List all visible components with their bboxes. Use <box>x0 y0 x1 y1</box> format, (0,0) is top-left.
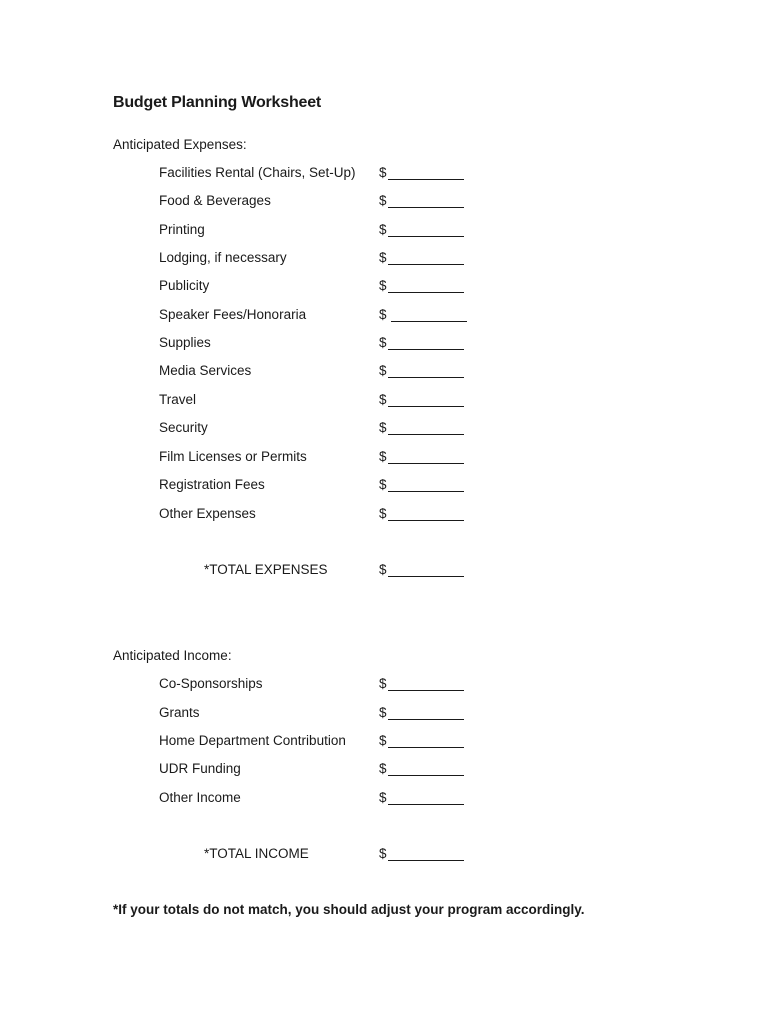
total-income-field[interactable] <box>379 846 464 861</box>
currency-symbol: $ <box>379 761 387 776</box>
currency-symbol: $ <box>379 307 387 322</box>
income-label: Co-Sponsorships <box>159 676 263 691</box>
income-amount-field[interactable] <box>379 676 464 691</box>
blank-line <box>388 761 464 776</box>
expense-label: Food & Beverages <box>159 193 271 208</box>
blank-line <box>388 278 464 293</box>
expense-amount-field[interactable] <box>379 392 464 407</box>
currency-symbol: $ <box>379 790 387 805</box>
blank-line <box>388 420 464 435</box>
currency-symbol: $ <box>379 335 387 350</box>
total-income-label: *TOTAL INCOME <box>204 846 309 861</box>
blank-line <box>388 676 464 691</box>
expense-amount-field[interactable] <box>379 193 464 208</box>
blank-line <box>388 193 464 208</box>
blank-line <box>388 449 464 464</box>
currency-symbol: $ <box>379 676 387 691</box>
currency-symbol: $ <box>379 420 387 435</box>
expense-label: Travel <box>159 392 197 407</box>
expenses-heading: Anticipated Expenses: <box>113 137 247 152</box>
income-amount-field[interactable] <box>379 705 464 720</box>
expense-amount-field[interactable] <box>379 420 464 435</box>
currency-symbol: $ <box>379 506 387 521</box>
currency-symbol: $ <box>379 250 387 265</box>
blank-line <box>388 790 464 805</box>
blank-line <box>388 506 464 521</box>
currency-symbol: $ <box>379 733 387 748</box>
expense-amount-field[interactable] <box>379 363 464 378</box>
currency-symbol: $ <box>379 449 387 464</box>
income-amount-field[interactable] <box>379 733 464 748</box>
expense-label: Media Services <box>159 363 252 378</box>
currency-symbol: $ <box>379 363 387 378</box>
total-expenses-label: *TOTAL EXPENSES <box>204 562 328 577</box>
expense-amount-field[interactable] <box>379 222 464 237</box>
expense-amount-field[interactable] <box>379 307 467 322</box>
page-title: Budget Planning Worksheet <box>113 94 322 111</box>
blank-line <box>388 846 464 861</box>
currency-symbol: $ <box>379 165 387 180</box>
income-heading: Anticipated Income: <box>113 648 232 663</box>
blank-line <box>388 733 464 748</box>
income-label: Grants <box>159 705 200 720</box>
income-label: Home Department Contribution <box>159 733 346 748</box>
blank-line <box>391 307 467 322</box>
expense-amount-field[interactable] <box>379 165 464 180</box>
expense-label: Speaker Fees/Honoraria <box>159 307 307 322</box>
expense-amount-field[interactable] <box>379 477 464 492</box>
currency-symbol: $ <box>379 278 387 293</box>
currency-symbol: $ <box>379 477 387 492</box>
blank-line <box>388 335 464 350</box>
blank-line <box>388 705 464 720</box>
expense-label: Facilities Rental (Chairs, Set-Up) <box>159 165 356 180</box>
expense-amount-field[interactable] <box>379 278 464 293</box>
expense-label: Publicity <box>159 278 210 293</box>
blank-line <box>388 562 464 577</box>
expense-amount-field[interactable] <box>379 250 464 265</box>
expense-label: Security <box>159 420 208 435</box>
currency-symbol: $ <box>379 846 387 861</box>
blank-line <box>388 363 464 378</box>
expense-label: Film Licenses or Permits <box>159 449 307 464</box>
income-amount-field[interactable] <box>379 790 464 805</box>
blank-line <box>388 250 464 265</box>
expense-label: Lodging, if necessary <box>159 250 287 265</box>
income-label: UDR Funding <box>159 761 241 776</box>
currency-symbol: $ <box>379 392 387 407</box>
currency-symbol: $ <box>379 193 387 208</box>
blank-line <box>388 477 464 492</box>
blank-line <box>388 222 464 237</box>
expense-amount-field[interactable] <box>379 506 464 521</box>
footnote: *If your totals do not match, you should adjust your program accordingly. <box>113 902 585 917</box>
income-label: Other Income <box>159 790 241 805</box>
expense-label: Registration Fees <box>159 477 265 492</box>
blank-line <box>388 392 464 407</box>
income-amount-field[interactable] <box>379 761 464 776</box>
currency-symbol: $ <box>379 562 387 577</box>
expense-label: Printing <box>159 222 205 237</box>
expense-amount-field[interactable] <box>379 449 464 464</box>
currency-symbol: $ <box>379 705 387 720</box>
blank-line <box>388 165 464 180</box>
expense-amount-field[interactable] <box>379 335 464 350</box>
currency-symbol: $ <box>379 222 387 237</box>
total-expenses-field[interactable] <box>379 562 464 577</box>
expense-label: Other Expenses <box>159 506 256 521</box>
expense-label: Supplies <box>159 335 211 350</box>
